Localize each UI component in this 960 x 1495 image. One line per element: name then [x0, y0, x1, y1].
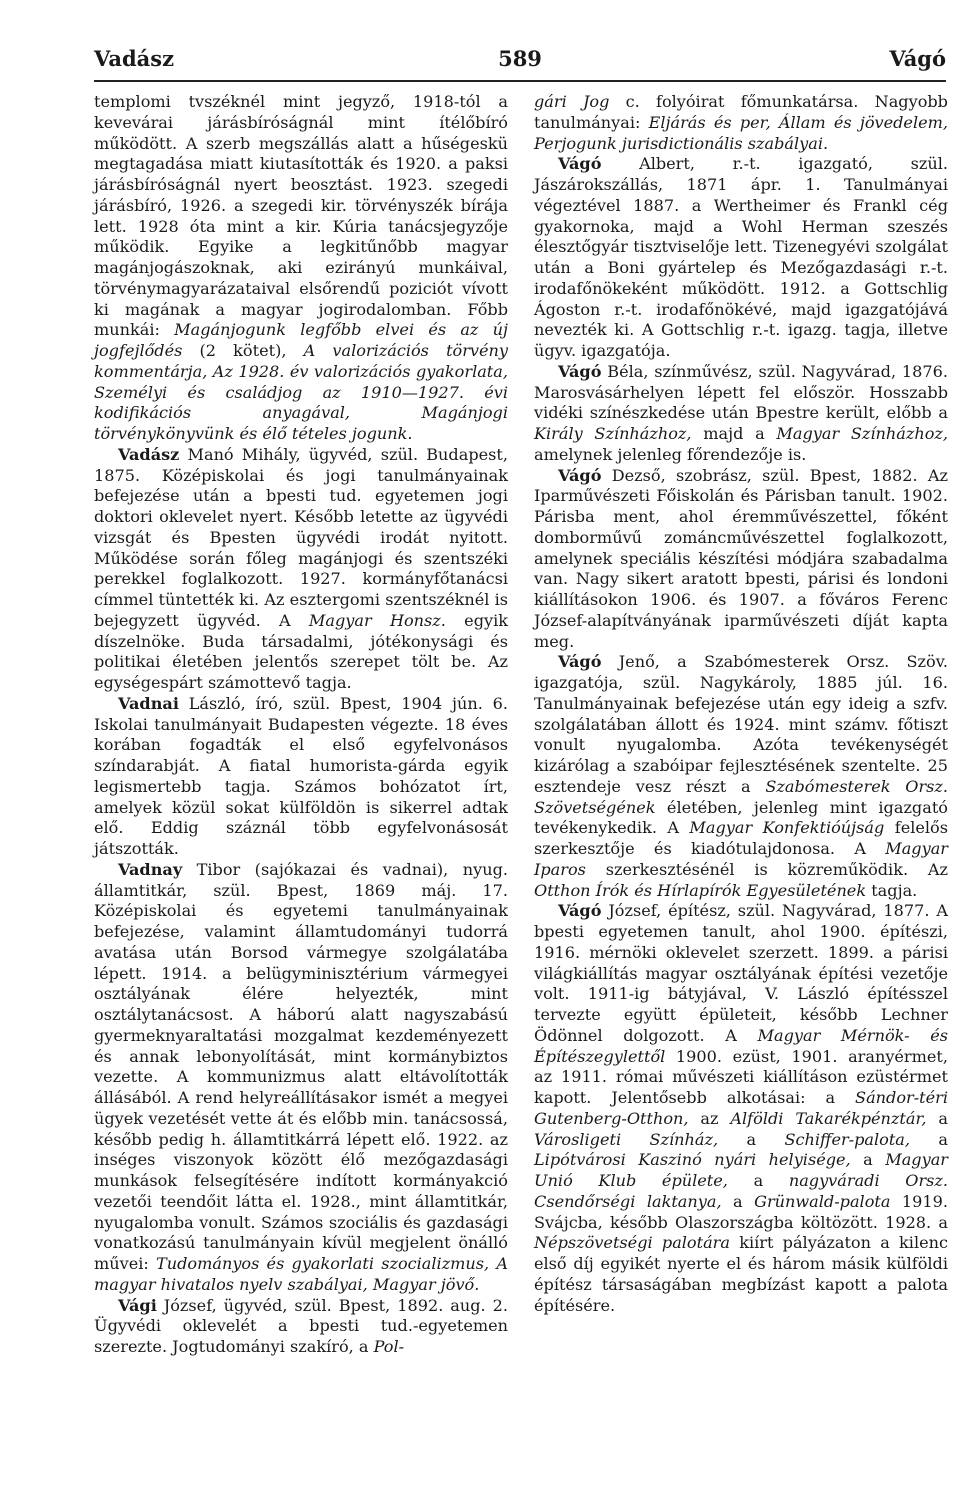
entry-paragraph	[94, 694, 508, 860]
italic-title: gári Jog	[534, 92, 610, 111]
entry-paragraph	[534, 362, 948, 466]
entry-headword: Vágó	[558, 154, 602, 174]
entry-text: c. folyóirat főmunkatársa. Nagyobb tanulmányai:	[534, 92, 948, 132]
italic-title: Magyar Iparos	[534, 839, 948, 879]
italic-title: Lipótvárosi Kaszinó nyári helyisége,	[534, 1150, 851, 1170]
italic-title: Grünwald-palota	[754, 1191, 891, 1211]
entry-paragraph	[94, 1296, 508, 1358]
entry-text: József, ügyvéd, szül. Bpest, 1892. aug. 2. Ügyvédi oklevelét a bpesti tud.-egyetemen szerezte. Jogtudományi szakíró, a	[94, 1295, 508, 1356]
italic-title: Eljárás és per, Állam és jövedelem, Perjogunk jurisdictionális szabályai.	[534, 112, 948, 153]
entry-text: 1900. ezüst, 1901. aranyérmet, az 1911. római művészeti kiállításon ezüstérmet kapott. Jelentősebb alkotásai: a	[534, 1046, 948, 1107]
entry-paragraph	[94, 860, 508, 1296]
entry-headword: Vadnay	[118, 859, 183, 879]
entry-headword: Vági	[118, 1295, 157, 1315]
entry-text: életében, jelenleg mint igazgató tevékenykedik. A	[534, 797, 948, 838]
entry-text: templomi tvszéknél mint jegyző, 1918-tól a kevevárai járásbíróságnál mint ítélőbíró működött. A szerb megszállás alatt a hűségeskü megtagadása miatt kiutasították és 1920. a paksi járásbíróságnál nyert beosztást. 1923. szegedi járásbíró, 1926. a szegedi kir. törvényszék bírája lett. 1928 óta mint a kir. Kúria tanácsjegyzője működik. Egyike a legkitűnőbb magyar magánjogászoknak, aki ezirányú munkáival, törvénymagyarázataival elsőrendű poziciót vívott ki magának a magyar jogirodalomban. Főbb munkái:	[94, 92, 508, 340]
entry-headword: Vágó	[558, 652, 602, 672]
italic-title: Pol-	[373, 1337, 405, 1356]
italic-title: Magyar Honsz.	[308, 610, 446, 630]
entry-text: tagja.	[866, 880, 918, 900]
entry-text: az	[688, 1108, 731, 1128]
italic-title: Magyar Mérnök- és Építészegylettől	[534, 1025, 948, 1066]
entry-text: majd a	[691, 424, 777, 443]
entry-text: egyik díszelnöke. Buda társadalmi, jótékonysági és politikai életében jelentős szerepet tölt be. Az egységespárt számottevő tagja.	[94, 610, 508, 692]
entry-text: József, építész, szül. Nagyvárad, 1877. A bpesti egyetemen tanult, ahol 1900. építészi, 1916. mérnöki oklevelet szerzett. 1899. a párisi világkiállítás magyar osztályának építési vezetője volt. 1911-ig bátyjával, V. László építésszel tervezte együtt épületeit, később Lechner Ödönnel dolgozott. A	[534, 901, 948, 1045]
entry-text: Dezső, szobrász, szül. Bpest, 1882. Az Iparművészeti Főiskolán és Párisban tanult. 1902. Párisba ment, ahol éremművészettel, főként domborművű zománcművészettel foglalkozott, amelynek speciális készítési módjára szabadalma van. Nagy sikert aratott bpesti, párisi és londoni kiállításokon 1906. és 1907. a főváros Ferenc József-alapítványának iparművészeti díját kapta meg.	[534, 465, 948, 651]
left-column	[94, 92, 508, 1358]
entry-text: Tibor (sajókazai és vadnai), nyug. államtitkár, szül. Bpest, 1869 máj. 17. Középiskolai és egyetemi tanulmányainak befejezése, valamint államtudományi tudorrá avatása után Borsod vármegye szolgálatába lépett. 1914. a belügyminisztérium vármegyei osztályának élére helyezték, mint osztálytanácsost. A háború alatt nagyszabású gyermeknyaraltatási mozgalmat kezdeményezett és annak lebonyolítását, mint kormánybiztos vezette. A kommunizmus alatt eltávolították állásából. A rend helyreállításakor ismét a megyei ügyek vezetését vette át és előbb min. tanácsossá, később pedig h. államtitkárrá lépett elő. 1922. az inséges viszonyok között élő mezőgazdasági munkások felsegítésére indított kormányakció vezetői teendőit látta el. 1928., mint államtitkár, nyugalomba vonult. Számos szociális és gazdasági vonatkozású tanulmányain kívül megjelent önálló művei:	[94, 859, 508, 1273]
entry-text: a	[926, 1108, 948, 1128]
italic-title: Magyar Unió Klub épülete,	[534, 1150, 948, 1190]
italic-title: Tudományos és gyakorlati szocializmus, A magyar hivatalos nyelv szabályai, Magyar jövő.	[94, 1254, 508, 1294]
page-header	[94, 44, 946, 74]
right-column	[534, 92, 948, 1316]
entry-text: a	[850, 1150, 886, 1170]
italic-title: nagyváradi Orsz. Csendőrségi laktanya,	[534, 1171, 949, 1211]
italic-title: Szabómesterek Orsz. Szövetségének	[534, 776, 949, 817]
italic-title: Magyar Színházhoz,	[776, 424, 948, 443]
entry-text: László, író, szül. Bpest, 1904 jún. 6. Iskolai tanulmányait Budapesten végezte. 18 éves korában fogadták el első egyfelvonásos színdarabját. A fiatal humorista-gárda egyik legismertebb tagja. Számos bohózatot írt, amelyek közül sokat külföldön is sikerrel adtak elő. Eddig száznál több egyfelvonásosát játszották.	[94, 693, 508, 858]
italic-title: Városligeti Színház,	[534, 1129, 719, 1149]
entry-text: a	[718, 1129, 785, 1149]
entry-text: Jenő, a Szabómesterek Orsz. Szöv. igazgatója, szül. Nagykároly, 1885 júl. 16. Tanulmányainak befejezése után egy ideig a szfv. szolgálatában állott és 1924. mint számv. főtiszt vonult nyugalomba. Azóta tevékenységét kizárólag a szabóipar fejlesztésének szentelte. 25 esztendeje vesz részt a	[534, 652, 948, 796]
italic-title: Magánjogunk legfőbb elvei és az új jogfejlődés	[94, 320, 509, 360]
italic-title: Sándor-téri Gutenberg-Otthon,	[534, 1088, 948, 1128]
italic-title: Király Színházhoz,	[534, 424, 692, 443]
italic-title: Schiffer-palota,	[784, 1129, 911, 1149]
entry-headword: Vágó	[558, 361, 602, 381]
entry-text: a	[721, 1191, 755, 1211]
entry-text: Béla, színművész, szül. Nagyvárad, 1876. Marosvásárhelyen lépett fel először. Hosszabb vidéki színészkedése után Bpestre került, előbb a	[534, 361, 948, 423]
entry-text: Manó Mihály, ügyvéd, szül. Budapest, 1875. Középiskolai és jogi tanulmányainak befejezése után a bpesti tud. egyetemen jogi doktori oklevelet nyert. Később letette az ügyvédi vizsgát és Bpesten ügyvédi irodát nyitott. Működése során főleg magánjogi és szentszéki perekkel foglalkozott. 1927. kormányfőtanácsi címmel tüntették ki. Az esztergomi szentszéknél is bejegyzett ügyvéd. A	[94, 444, 508, 630]
italic-title: Alföldi Takarékpénztár,	[730, 1108, 927, 1128]
entry-text: (2 kötet),	[182, 341, 304, 360]
entry-text: amelynek jelenleg főrendezője is.	[534, 444, 807, 464]
entry-text: felelős szerkesztője és kiadótulajdonosa. A	[534, 818, 948, 858]
page-number: 589	[498, 46, 542, 71]
entry-paragraph	[534, 154, 948, 362]
entry-continuation	[534, 92, 948, 154]
running-head-left: Vadász	[94, 46, 175, 71]
italic-title: Magyar Konfektióújság	[689, 818, 885, 838]
entry-text: szerkesztésénél is közreműködik. Az	[585, 859, 948, 879]
italic-title: A valorizációs törvény kommentárja, Az 1928. év valorizációs gyakorlata, Személyi és családjog az 1910—1927. évi kodifikációs anyagával, Magánjogi törvénykönyvünk és élő tételes jogunk.	[94, 341, 508, 443]
entry-text: kiírt pályázaton a kilenc első díj egyikét nyerte el és három másik külföldi építész társaságában megbízást kapott a palota építésére.	[534, 1233, 949, 1315]
entry-text: 1919. Svájcba, később Olaszországba költözött. 1928. a	[534, 1191, 948, 1232]
entry-text: a	[910, 1129, 949, 1149]
header-rule	[94, 80, 946, 82]
entry-headword: Vágó	[558, 901, 602, 921]
italic-title: Otthon Írók és Hírlapírók Egyesületének	[534, 880, 867, 900]
entry-headword: Vágó	[558, 465, 602, 485]
entry-paragraph	[534, 901, 948, 1316]
entry-paragraph	[534, 652, 948, 901]
entry-continuation	[94, 92, 508, 445]
italic-title: Népszövetségi palotára	[534, 1233, 730, 1253]
entry-text: Albert, r.-t. igazgató, szül. Jászárokszállás, 1871 ápr. 1. Tanulmányai végeztével 1887. a Wertheimer és Frankl cég gyakornoka, majd a Wohl Herman szeszés élesztőgyár tisztviselője lett. Tizenegyévi szolgálat után a Boni gyártelep és Mezőgazdasági r.-t. irodafőnökeként működött. 1912. a Gottschlig Ágoston r.-t. irodafőnökévé, majd igazgatójává nevezték ki. A Gottschlig r.-t. igazg. tagja, illetve ügyv. igazgatója.	[534, 154, 948, 360]
entry-paragraph	[534, 466, 948, 653]
entry-headword: Vadász	[118, 444, 180, 464]
entry-text: a	[727, 1171, 789, 1190]
entry-headword: Vadnai	[118, 693, 179, 713]
entry-paragraph	[94, 445, 508, 694]
running-head-right: Vágó	[889, 46, 946, 71]
